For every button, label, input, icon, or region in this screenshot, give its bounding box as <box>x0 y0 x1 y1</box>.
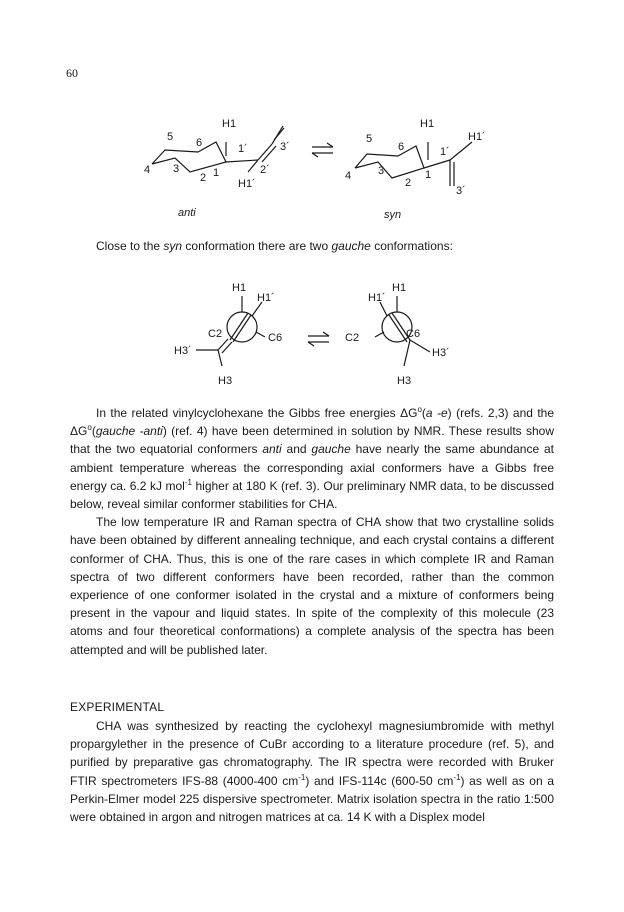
newman-left-h3p: H3´ <box>174 345 192 357</box>
newman-projection-figure <box>0 0 624 400</box>
newman-right-h1: H1 <box>392 282 407 294</box>
syn-label-2: 2 <box>405 177 412 189</box>
experimental-heading: EXPERIMENTAL <box>70 700 165 714</box>
anti-label-1: 1 <box>213 167 220 179</box>
paragraph-spectra: The low temperature IR and Raman spectra of CHA show that two crystalline solids have been obtained by different annealing technique, and each crystal contains a different conformer of CHA. Thus, this is one of the rare cases in which complete IR and Raman spectra of two different conformers have been recorded, rather than the common experience of one conformer isolated in the crystal and a mixture of conformers being present in the vapour and liquid states. In spite of the complexity of this molecule (23 atoms and four theoretical conformations) a complete analysis of the spectra has been attempted and will be published later. <box>70 515 554 657</box>
anti-label-1p: 1´ <box>238 143 248 155</box>
syn-label-4: 4 <box>345 170 352 182</box>
syn-label-3: 3 <box>378 165 385 177</box>
anti-label-h1: H1 <box>222 118 237 130</box>
syn-label-h1: H1 <box>420 118 435 130</box>
newman-left-c2: C2 <box>208 328 223 340</box>
anti-label-6: 6 <box>196 137 203 149</box>
newman-right-h3p: H3´ <box>432 347 450 359</box>
anti-label-h1p: H1´ <box>238 178 256 190</box>
anti-label-5: 5 <box>167 131 174 143</box>
syn-caption: syn <box>384 209 402 221</box>
newman-right-h1p: H1´ <box>368 292 386 304</box>
newman-right-h3: H3 <box>397 375 412 387</box>
newman-left-c6: C6 <box>268 332 283 344</box>
anti-label-3: 3 <box>173 163 180 175</box>
anti-label-2p: 2´ <box>260 164 270 176</box>
page-number: 60 <box>66 66 78 80</box>
newman-left-h3: H3 <box>218 375 233 387</box>
paragraph-experimental: CHA was synthesized by reacting the cyclohexyl magnesiumbromide with methyl propargylether in the presence of CuBr according to a literature procedure (ref. 5), and purified by preparative gas chromatography. The IR spectra were recorded with Bruker FTIR spectrometers IFS-88 (4000-400 $cm^{-1}$) and IFS-114c (600-50 $cm^{-1}$) as well as on a Perkin-Elmer model 225 dispersive spectrometer. Matrix isolation spectra in the ratio 1:500 were obtained in argon and nitrogen matrices at ca. 14 K with a Displex model <box>70 719 554 825</box>
newman-left-h1: H1 <box>232 282 247 294</box>
syn-label-h1p: H1´ <box>468 131 486 143</box>
anti-caption: anti <box>178 207 196 219</box>
gauche-sentence: Close to the syn conformation there are two gauche conformations: <box>96 239 453 253</box>
syn-label-1p: 1´ <box>440 146 450 158</box>
newman-right-c2: C2 <box>345 332 360 344</box>
anti-label-3p: 3´ <box>280 141 290 153</box>
paragraph-gibbs-energies: In the related vinylcyclohexane the Gibbs free energies $\Delta G^o(a$ -e) (refs. 2,3) and the $\Delta G^o(gauche$ -anti) (ref. 4) have been determined in solution by NMR. These results show that the two equatorial conformers anti and gauche have nearly the same abundance at ambient temperature whereas the corresponding axial conformers have a Gibbs free energy ca. 6.2 kJ mol$^{-1}$ higher at 180 K (ref. 3). Our preliminary NMR data, to be discussed below, reveal similar conformer stabilities for CHA. The low temperature IR and Raman spectra of CHA show that two crystalline solids have been obtained by different annealing technique, and each crystal contains a different conformer of CHA. Thus, this is one of the rare cases in which complete IR and Raman spectra of two different conformers have been recorded, rather than the common experience of one conformer isolated in the crystal and a mixture of conformers being present in the vapour and liquid states. In spite of the complexity of this molecule (23 atoms and four theoretical conformations) a complete analysis of the spectra has been attempted and will be published later. <box>70 404 554 659</box>
newman-right-c6: C6 <box>406 328 421 340</box>
syn-label-3p: 3´ <box>456 185 466 197</box>
syn-label-1: 1 <box>425 169 432 181</box>
syn-label-5: 5 <box>366 133 373 145</box>
anti-label-2: 2 <box>200 172 207 184</box>
newman-left-h1p: H1´ <box>257 292 275 304</box>
syn-label-6: 6 <box>398 141 405 153</box>
anti-label-4: 4 <box>144 164 151 176</box>
